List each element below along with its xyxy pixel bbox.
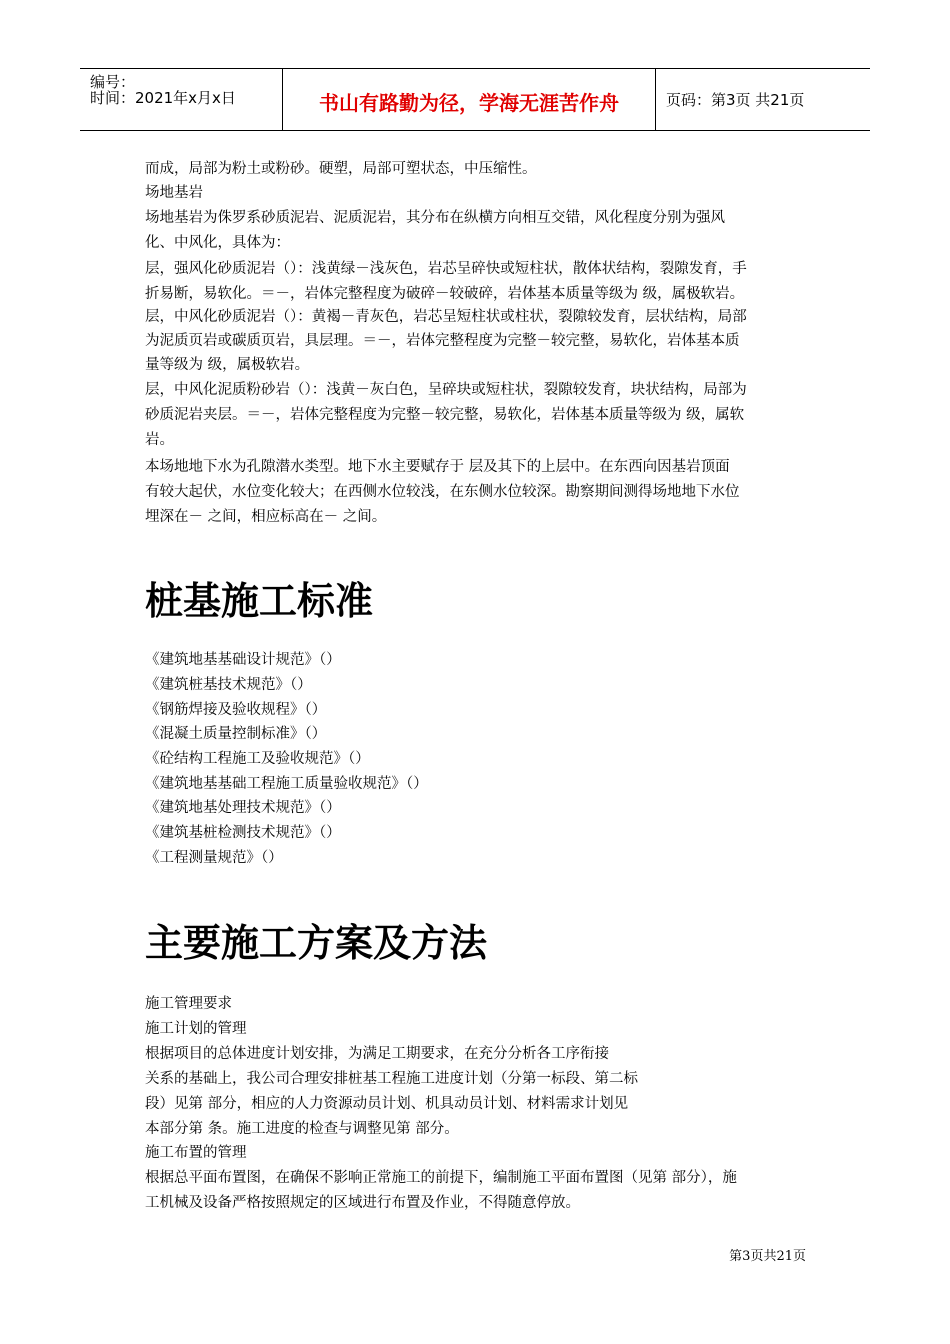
body-line: 本场地地下水为孔隙潜水类型。地下水主要赋存于 层及其下的上层中。在东西向因基岩顶面: [145, 459, 730, 475]
standard-item: 《混凝土质量控制标准》（）: [145, 726, 327, 742]
body-line: 折易断，易软化。＝－，岩体完整程度为破碎－较破碎，岩体基本质量等级为 级，属极软岩。: [145, 286, 745, 302]
standard-item: 《建筑基桩检测技术规范》（）: [145, 825, 341, 841]
page-header: [80, 68, 870, 131]
body-line: 关系的基础上，我公司合理安排桩基工程施工进度计划（分第一标段、第二标: [145, 1071, 638, 1087]
standard-item: 《工程测量规范》（）: [145, 850, 283, 866]
document-date-label: 时间：2021年x月x日: [90, 89, 236, 107]
subsection-title: 施工计划的管理: [145, 1021, 247, 1037]
standard-item: 《建筑地基基础设计规范》（）: [145, 652, 341, 668]
body-line: 根据总平面布置图，在确保不影响正常施工的前提下，编制施工平面布置图（见第 部分），施: [145, 1170, 737, 1186]
body-line: 化、中风化，具体为：: [145, 235, 290, 251]
body-line: 而成，局部为粉土或粉砂。硬塑，局部可塑状态，中压缩性。: [145, 161, 537, 177]
standard-item: 《建筑桩基技术规范》（）: [145, 677, 312, 693]
body-line: 岩。: [145, 432, 174, 448]
body-line: 量等级为 级，属极软岩。: [145, 357, 310, 373]
bedrock-subtitle: 场地基岩: [145, 185, 203, 201]
subsection-title: 施工管理要求: [145, 996, 232, 1012]
page-footer: 第3页共21页: [729, 1249, 806, 1264]
body-line: 层，中风化砂质泥岩（）：黄褐－青灰色，岩芯呈短柱状或柱状，裂隙较发育，层状结构，局部: [145, 309, 747, 325]
header-page-info: 页码：第3页 共21页: [666, 91, 805, 109]
body-line: 层，强风化砂质泥岩（）：浅黄绿－浅灰色，岩芯呈碎快或短柱状，散体状结构，裂隙发育，手: [145, 261, 747, 277]
standard-item: 《建筑地基处理技术规范》（）: [145, 800, 341, 816]
standard-item: 《砼结构工程施工及验收规范》（）: [145, 751, 370, 767]
body-line: 场地基岩为侏罗系砂质泥岩、泥质泥岩，其分布在纵横方向相互交错，风化程度分别为强风: [145, 210, 725, 226]
body-line: 埋深在－ 之间，相应标高在－ 之间。: [145, 509, 387, 525]
body-line: 层，中风化泥质粉砂岩（）：浅黄－灰白色，呈碎块或短柱状，裂隙较发育，块状结构，局部为: [145, 382, 747, 398]
section-heading: 桩基施工标准: [145, 579, 374, 623]
section-heading: 主要施工方案及方法: [145, 921, 488, 965]
standard-item: 《钢筋焊接及验收规程》（）: [145, 702, 327, 718]
document-number-label: 编号：: [90, 73, 136, 91]
body-line: 工机械及设备严格按照规定的区域进行布置及作业，不得随意停放。: [145, 1195, 580, 1211]
subsection-title: 施工布置的管理: [145, 1145, 247, 1161]
header-right-cell: [656, 69, 870, 130]
body-line: 砂质泥岩夹层。＝－，岩体完整程度为完整－较完整，易软化，岩体基本质量等级为 级，属软: [145, 407, 745, 423]
body-line: 段）见第 部分，相应的人力资源动员计划、机具动员计划、材料需求计划见: [145, 1096, 629, 1112]
header-left-cell: [80, 69, 283, 130]
standard-item: 《建筑地基基础工程施工质量验收规范》（）: [145, 776, 428, 792]
body-line: 根据项目的总体进度计划安排，为满足工期要求，在充分分析各工序衔接: [145, 1046, 609, 1062]
body-line: 为泥质页岩或碳质页岩，具层理。＝－，岩体完整程度为完整－较完整，易软化，岩体基本质: [145, 333, 740, 349]
header-motto: 书山有路勤为径，学海无涯苦作舟: [319, 91, 619, 115]
body-line: 本部分第 条。施工进度的检查与调整见第 部分。: [145, 1121, 459, 1137]
body-line: 有较大起伏，水位变化较大；在西侧水位较浅，在东侧水位较深。勘察期间测得场地地下水位: [145, 484, 740, 500]
header-middle-cell: [283, 69, 656, 130]
